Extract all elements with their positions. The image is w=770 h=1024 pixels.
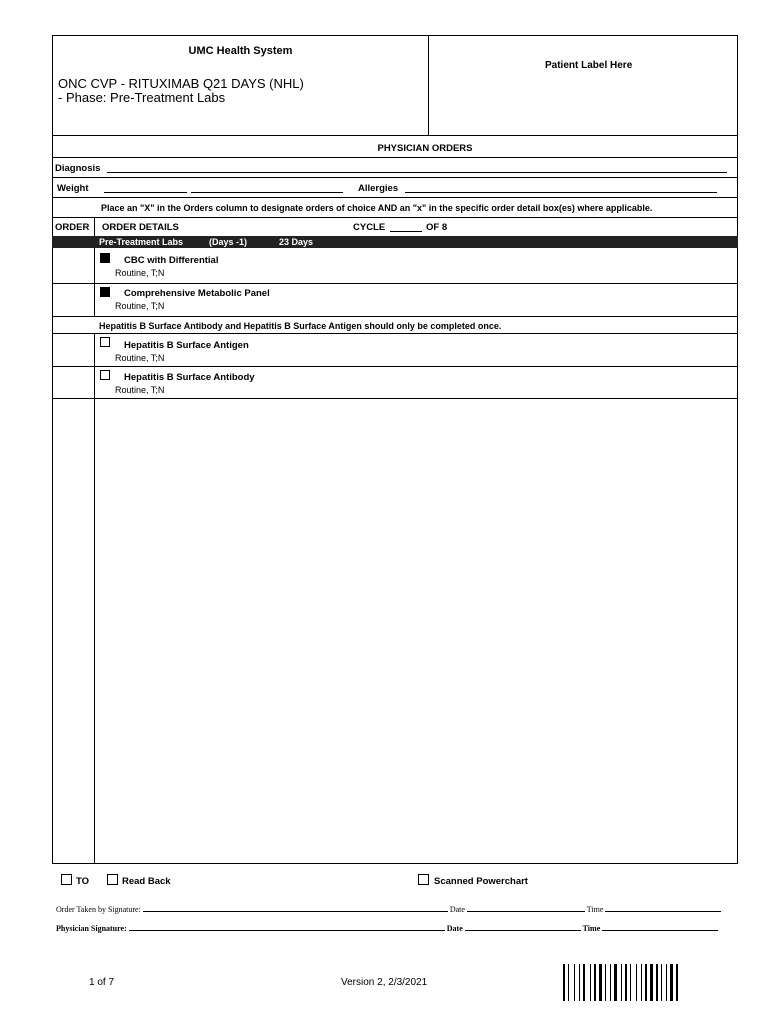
header-divider — [428, 36, 429, 135]
divider — [52, 283, 738, 284]
barcode-bar — [643, 964, 644, 1001]
header-box — [52, 35, 738, 136]
diagnosis-row[interactable] — [52, 158, 738, 177]
section-title: PHYSICIAN ORDERS — [377, 143, 473, 154]
cycle-of-label: OF 8 — [426, 222, 448, 233]
order-set-phase: - Phase: Pre-Treatment Labs — [58, 90, 226, 105]
barcode-bar — [641, 964, 642, 1001]
barcode-bar — [599, 964, 602, 1001]
barcode-bar — [581, 964, 582, 1001]
physician-signature-label: Physician Signature: — [56, 924, 127, 933]
barcode-bar — [674, 964, 675, 1001]
hepatitis-note: Hepatitis B Surface Antibody and Hepatitis B Surface Antigen should only be completed once. — [99, 321, 502, 331]
barcode-bar — [607, 964, 609, 1001]
order-detail-cbc: Routine, T;N — [115, 268, 165, 278]
weight-allergies-row — [52, 178, 738, 197]
diagnosis-label: Diagnosis — [55, 163, 101, 174]
barcode-bar — [597, 964, 598, 1001]
barcode-bar — [592, 964, 593, 1001]
barcode-bar — [661, 964, 662, 1001]
phase-duration: 23 Days — [279, 237, 314, 247]
divider — [52, 333, 738, 334]
order-taken-time-field[interactable] — [605, 904, 721, 912]
to-label: TO — [76, 876, 90, 887]
barcode-bar — [648, 964, 649, 1001]
barcode-bar — [668, 964, 669, 1001]
order-name-cmp: Comprehensive Metabolic Panel — [124, 288, 270, 299]
barcode-bar — [618, 964, 620, 1001]
version-text: Version 2, 2/3/2021 — [341, 977, 428, 988]
order-column-divider-header — [94, 218, 95, 236]
instruction-row — [52, 198, 738, 217]
table-bottom-border — [52, 863, 738, 864]
diagnosis-field[interactable] — [107, 164, 727, 173]
weight-unit-field[interactable] — [191, 184, 343, 193]
barcode-bar — [650, 964, 653, 1001]
weight-label: Weight — [57, 183, 89, 194]
barcode-bar — [656, 964, 658, 1001]
barcode-bar — [614, 964, 617, 1001]
barcode-bar — [583, 964, 585, 1001]
barcode-bar — [576, 964, 578, 1001]
divider — [52, 398, 738, 399]
physician-signature-row — [56, 923, 718, 933]
order-taken-row — [56, 904, 721, 914]
page-number: 1 of 7 — [89, 977, 115, 988]
order-detail-hbsag: Routine, T;N — [115, 353, 165, 363]
barcode-bar — [568, 964, 569, 1001]
barcode-bar — [645, 964, 647, 1001]
weight-field[interactable] — [104, 184, 187, 193]
barcode-bar — [621, 964, 622, 1001]
table-right-border — [737, 248, 738, 864]
order-checkbox-cbc[interactable] — [100, 253, 110, 263]
order-column-divider — [94, 248, 95, 316]
barcode-bar — [638, 964, 640, 1001]
table-left-border — [52, 248, 53, 864]
divider — [52, 316, 738, 317]
barcode-bar — [566, 964, 567, 1001]
cycle-label: CYCLE — [353, 222, 386, 233]
order-taken-date-label: Date — [449, 905, 465, 914]
order-checkbox-hbsag[interactable] — [100, 337, 110, 347]
cycle-field[interactable] — [390, 223, 422, 232]
organization-name: UMC Health System — [188, 45, 293, 57]
divider — [52, 366, 738, 367]
barcode-bar — [676, 964, 678, 1001]
order-detail-cmp: Routine, T;N — [115, 301, 165, 311]
barcode-bar — [610, 964, 611, 1001]
barcode-bar — [632, 964, 635, 1001]
barcode-bar — [586, 964, 589, 1001]
order-detail-hbsab: Routine, T;N — [115, 385, 165, 395]
physician-time-label: Time — [582, 924, 601, 933]
barcode-bar — [636, 964, 637, 1001]
order-taken-date-field[interactable] — [467, 904, 585, 912]
allergies-field[interactable] — [405, 184, 717, 193]
order-name-cbc: CBC with Differential — [124, 255, 219, 266]
read-back-checkbox[interactable] — [107, 874, 118, 885]
scanned-powerchart-checkbox[interactable] — [418, 874, 429, 885]
to-checkbox[interactable] — [61, 874, 72, 885]
barcode-bar — [594, 964, 596, 1001]
scanned-powerchart-label: Scanned Powerchart — [434, 876, 528, 887]
order-taken-time-label: Time — [586, 905, 604, 914]
barcode-bar — [563, 964, 565, 1001]
order-name-hbsab: Hepatitis B Surface Antibody — [124, 372, 255, 383]
physician-date-label: Date — [446, 924, 463, 933]
barcode-bar — [625, 964, 627, 1001]
section-title-row — [52, 136, 738, 158]
barcode-bar — [654, 964, 655, 1001]
barcode-bar — [605, 964, 606, 1001]
order-checkbox-cmp[interactable] — [100, 287, 110, 297]
barcode-bar — [570, 964, 573, 1001]
phase-name: Pre-Treatment Labs — [99, 237, 184, 247]
barcode-bar — [659, 964, 660, 1001]
barcode-bar — [574, 964, 575, 1001]
order-details-column-header: ORDER DETAILS — [102, 222, 179, 233]
barcode-bar — [579, 964, 580, 1001]
physician-date-field[interactable] — [465, 923, 581, 931]
column-header-row — [52, 218, 738, 236]
barcode-icon — [563, 964, 695, 1001]
patient-label-area: Patient Label Here — [545, 60, 633, 71]
phase-days: (Days -1) — [209, 237, 248, 247]
read-back-label: Read Back — [122, 876, 171, 887]
barcode-bar — [663, 964, 665, 1001]
physician-signature-field[interactable] — [129, 923, 445, 931]
physician-time-field[interactable] — [602, 923, 718, 931]
barcode-bar — [612, 964, 613, 1001]
barcode-bar — [628, 964, 629, 1001]
barcode-bar — [670, 964, 673, 1001]
barcode-bar — [603, 964, 604, 1001]
barcode-bar — [666, 964, 667, 1001]
barcode-bar — [623, 964, 624, 1001]
phase-bar — [52, 236, 738, 248]
order-checkbox-hbsab[interactable] — [100, 370, 110, 380]
order-taken-label: Order Taken by Signature: — [56, 905, 141, 914]
allergies-label: Allergies — [358, 183, 399, 194]
instruction-text: Place an "X" in the Orders column to designate orders of choice AND an "x" in the specific order detail box(es) where applicable. — [101, 203, 653, 213]
order-column-divider — [94, 333, 95, 864]
barcode-bar — [590, 964, 591, 1001]
order-set-title: ONC CVP - RITUXIMAB Q21 DAYS (NHL) — [58, 76, 304, 91]
order-taken-signature-field[interactable] — [143, 904, 448, 912]
order-name-hbsag: Hepatitis B Surface Antigen — [124, 340, 249, 351]
barcode-bar — [630, 964, 631, 1001]
order-column-header: ORDER — [55, 222, 90, 233]
